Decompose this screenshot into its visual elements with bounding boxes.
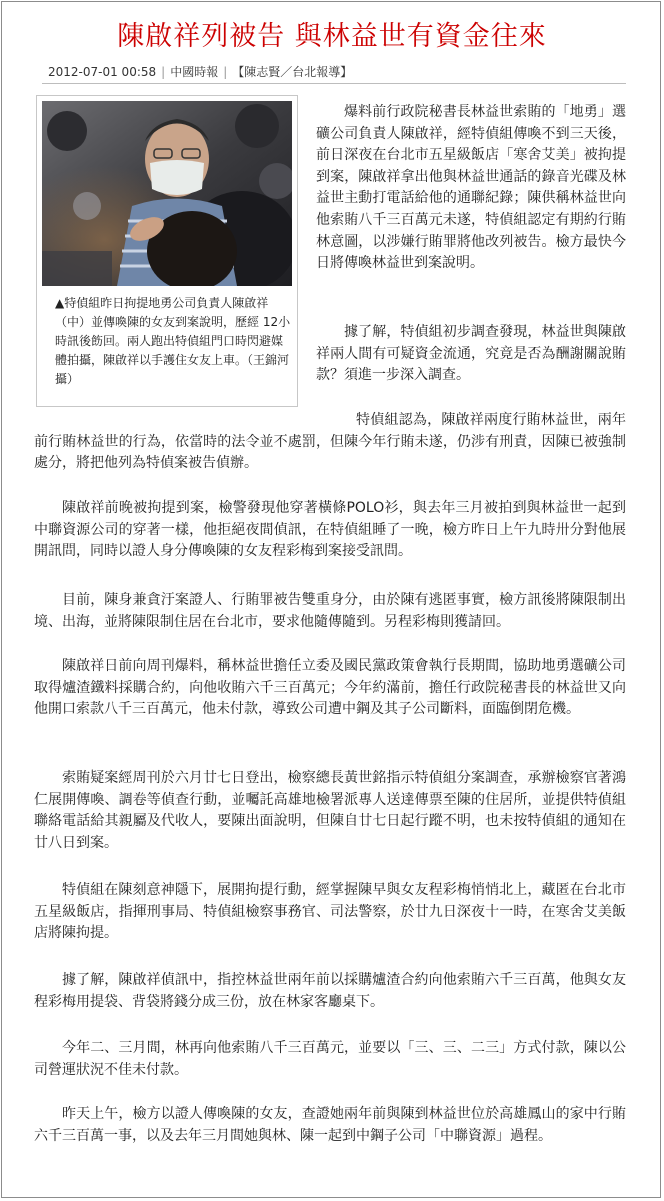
paragraph: 據了解，特偵組初步調查發現，林益世與陳啟祥兩人間有可疑資金流通，究竟是否為酬謝關說賄款？須進一步深入調查。 xyxy=(316,324,626,384)
photo-caption: ▲特偵組昨日拘提地勇公司負責人陳啟祥（中）並傳喚陳的女友到案說明，歷經 12小時訊後飭回。兩人跑出特偵組門口時閃避媒體拍攝，陳啟祥以手護住女友上車。（王錦河攝） xyxy=(55,296,291,386)
article-date: 2012-07-01 00:58 xyxy=(48,65,157,79)
paragraph: 索賄疑案經周刊於六月廿七日登出，檢察總長黃世銘指示特偵組分案調查，承辦檢察官著鴻仁展開傳喚、調卷等偵查行動，並囑託高雄地檢署派專人送達傳票至陳的住居所，並提供特偵組聯絡電話給其親屬及代收人，要陳出面說明，但陳自廿七日起行蹤不明，也未按特偵組的通知在廿八日到案。 xyxy=(34,770,626,851)
paragraph: 陳啟祥前晚被拘提到案，檢警發現他穿著橫條POLO衫，與去年三月被拍到與林益世一起到中聯資源公司的穿著一樣，他拒絕夜間偵訊，在特偵組睡了一晚，檢方昨日上午九時卅分對他展開訊問，同時以證人身分傳喚陳的女友程彩梅到案接受訊問。 xyxy=(34,500,626,560)
paragraph: 特偵組認為，陳啟祥兩度行賄林益世，兩年前行賄林益世的行為，依當時的法令並不處罰，但陳今年行賄未遂，仍涉有刑責，因陳已被強制處分，將把他列為特偵案被告偵辦。 xyxy=(34,412,626,472)
paragraph: 陳啟祥日前向周刊爆料，稱林益世擔任立委及國民黨政策會執行長期間，協助地勇選礦公司取得爐渣鐵料採購合約，向他收賄六千三百萬元；今年約滿前，擔任行政院秘書長的林益世又向他開口索款八千三百萬元，他未付款，導致公司遭中鋼及其子公司斷料，面臨倒閉危機。 xyxy=(34,658,626,718)
paragraph: 昨天上午，檢方以證人傳喚陳的女友，查證她兩年前與陳到林益世位於高雄鳳山的家中行賄六千三百萬一事，以及去年三月間她與林、陳一起到中鋼子公司「中聯資源」過程。 xyxy=(34,1106,626,1144)
article-byline: 【陳志賢／台北報導】 xyxy=(232,65,353,79)
paragraph: 爆料前行政院秘書長林益世索賄的「地勇」選礦公司負責人陳啟祥，經特偵組傳喚不到三天後，前日深夜在台北市五星級飯店「寒舍艾美」被拘提到案，陳啟祥拿出他與林益世通話的錄音光碟及林益世主動打電話給他的通聯紀錄；陳供稱林益世向他索賄八千三百萬元未遂，特偵組認定有期約行賄林意圖，以涉嫌行賄罪將他改列被告。檢方最快今日將傳喚林益世到案說明。 xyxy=(316,104,626,272)
paragraph: 特偵組在陳刻意神隱下，展開拘提行動，經掌握陳早與女友程彩梅悄悄北上，藏匿在台北市五星級飯店，指揮刑事局、特偵組檢察事務官、司法警察，於廿九日深夜十一時，在寒舍艾美飯店將陳拘提。 xyxy=(34,882,626,942)
paragraph: 今年二、三月間，林再向他索賄八千三百萬元，並要以「三、三、二三」方式付款，陳以公司營運狀況不佳未付款。 xyxy=(34,1040,626,1078)
article-source: 中國時報 xyxy=(170,65,219,79)
meta-separator: | xyxy=(161,65,166,79)
meta-separator: | xyxy=(223,65,228,79)
paragraph: 目前，陳身兼貪汙案證人、行賄罪被告雙重身分，由於陳有逃匿事實，檢方訊後將陳限制出境、出海，並將陳限制住居在台北市，要求他隨傳隨到。另程彩梅則獲請回。 xyxy=(34,592,626,630)
article-title: 陳啟祥列被告 與林益世有資金往來 xyxy=(117,21,547,52)
paragraph: 據了解，陳啟祥偵訊中，指控林益世兩年前以採購爐渣合約向他索賄六千三百萬，他與女友程彩梅用提袋、背袋將錢分成三份，放在林家客廳桌下。 xyxy=(34,972,626,1010)
